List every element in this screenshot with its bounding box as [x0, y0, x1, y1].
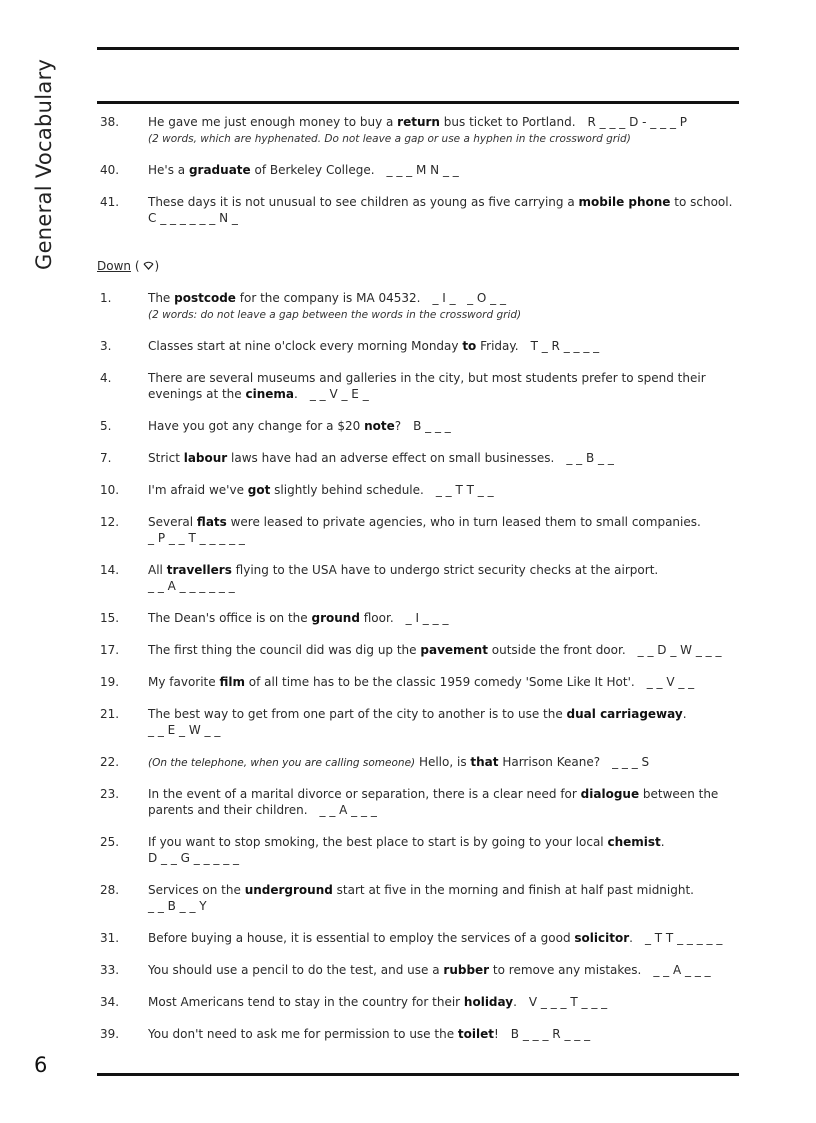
- header-rule: [97, 101, 739, 104]
- clue-d28: 28. Services on the underground start at five in the morning and finish at half past midnight. _ _ B _ _ Y: [100, 883, 694, 913]
- clue-d34: 34. Most Americans tend to stay in the country for their holiday. V _ _ _ T _ _ _: [100, 995, 608, 1009]
- key-word: travellers: [166, 563, 232, 577]
- clue-d15: 15. The Dean's office is on the ground floor. _ I _ _ _: [100, 611, 449, 625]
- key-word: cinema: [245, 387, 294, 401]
- answer-hint: B _ _ _ R _ _ _: [510, 1027, 591, 1041]
- key-word: chemist: [607, 835, 661, 849]
- key-word: return: [397, 115, 440, 129]
- answer-hint: _ _ A _ _ _: [319, 803, 377, 817]
- answer-hint: _ _ _ M N _ _: [386, 163, 459, 177]
- key-word: mobile phone: [578, 195, 671, 209]
- clue-d4: 4. There are several museums and galleries in the city, but most students prefer to spend their evenings at the cinema. _ _ V _ E _: [100, 371, 706, 401]
- down-heading: Down ( ): [97, 259, 160, 273]
- clue-d3: 3. Classes start at nine o'clock every morning Monday to Friday. T _ R _ _ _ _: [100, 339, 600, 353]
- key-word: ground: [311, 611, 360, 625]
- key-word: that: [470, 755, 499, 769]
- answer-hint: _ _ T T _ _: [435, 483, 494, 497]
- key-word: toilet: [457, 1027, 494, 1041]
- answer-hint: _ _ V _ E _: [309, 387, 369, 401]
- clue-d31: 31. Before buying a house, it is essential to employ the services of a good solicitor. _ T T _ _ _ _ _: [100, 931, 723, 945]
- clue-d25: 25. If you want to stop smoking, the best place to start is by going to your local chemist. D _ _ G _ _ _ _ _: [100, 835, 665, 865]
- clue-note: (2 words: do not leave a gap between the words in the crossword grid): [148, 309, 522, 321]
- answer-hint: _ _ A _ _ _: [653, 963, 711, 977]
- clue-d39: 39. You don't need to ask me for permission to use the toilet! B _ _ _ R _ _ _: [100, 1027, 591, 1041]
- clue-d21: 21. The best way to get from one part of the city to another is to use the dual carriageway. _ _ E _ W _ _: [100, 707, 687, 737]
- key-word: postcode: [174, 291, 236, 305]
- answer-hint: _ _ A _ _ _ _ _ _: [148, 579, 235, 593]
- answer-hint: T _ R _ _ _ _: [530, 339, 600, 353]
- key-word: dual carriageway: [566, 707, 683, 721]
- key-word: film: [219, 675, 245, 689]
- down-arrow-icon: [142, 260, 155, 272]
- key-word: flats: [196, 515, 227, 529]
- side-title: General Vocabulary: [32, 58, 56, 270]
- clue-40: 40. He's a graduate of Berkeley College. _ _ _ M N _ _: [100, 163, 459, 177]
- key-word: underground: [244, 883, 333, 897]
- answer-hint: V _ _ _ T _ _ _: [528, 995, 608, 1009]
- clue-d33: 33. You should use a pencil to do the test, and use a rubber to remove any mistakes. _ _ A _ _ _: [100, 963, 711, 977]
- clue-d1: 1. The postcode for the company is MA 04532. _ I _ _ O _ _ (2 words: do not leave a gap between the words in the crossword grid): [100, 291, 522, 321]
- key-word: got: [247, 483, 271, 497]
- clue-d10: 10. I'm afraid we've got slightly behind schedule. _ _ T T _ _: [100, 483, 494, 497]
- answer-hint: _ _ B _ _: [566, 451, 614, 465]
- clue-d23: 23. In the event of a marital divorce or separation, there is a clear need for dialogue between the parents and their children. _ _ A _ _ _: [100, 787, 719, 817]
- key-word: pavement: [420, 643, 488, 657]
- footer-rule: [97, 1073, 739, 1076]
- answer-hint: _ _ D _ W _ _ _: [637, 643, 722, 657]
- top-rule: [97, 47, 739, 50]
- answer-hint: _ P _ _ T _ _ _ _ _: [148, 531, 245, 545]
- clue-d5: 5. Have you got any change for a $20 note? B _ _ _: [100, 419, 451, 433]
- answer-hint: _ I _ _ _: [405, 611, 449, 625]
- answer-hint: _ _ E _ W _ _: [148, 723, 221, 737]
- clue-d7: 7. Strict labour laws have had an adverse effect on small businesses. _ _ B _ _: [100, 451, 614, 465]
- answer-hint: R _ _ _ D - _ _ _ P: [587, 115, 687, 129]
- answer-hint: D _ _ G _ _ _ _ _: [148, 851, 240, 865]
- key-word: note: [364, 419, 395, 433]
- key-word: graduate: [188, 163, 251, 177]
- key-word: holiday: [463, 995, 514, 1009]
- answer-hint: _ T T _ _ _ _ _: [644, 931, 723, 945]
- key-word: labour: [183, 451, 228, 465]
- key-word: rubber: [443, 963, 490, 977]
- clue-41: 41. These days it is not unusual to see children as young as five carrying a mobile phone to school. C _ _ _ _ _ _ N _: [100, 195, 733, 225]
- clue-note: (On the telephone, when you are calling someone): [148, 757, 416, 769]
- answer-hint: _ I _ _ O _ _: [432, 291, 506, 305]
- clue-d12: 12. Several flats were leased to private agencies, who in turn leased them to small companies. _ P _ _ T _ _ _ _ _: [100, 515, 701, 545]
- key-word: solicitor: [574, 931, 630, 945]
- key-word: dialogue: [580, 787, 640, 801]
- answer-hint: _ _ _ S: [612, 755, 650, 769]
- clue-d22: 22. (On the telephone, when you are calling someone) Hello, is that Harrison Keane? _ _ _ S: [100, 755, 650, 769]
- clue-d19: 19. My favorite film of all time has to be the classic 1959 comedy 'Some Like It Hot'. _ _ V _ _: [100, 675, 695, 689]
- answer-hint: _ _ B _ _ Y: [148, 899, 207, 913]
- clue-d14: 14. All travellers flying to the USA have to undergo strict security checks at the airport. _ _ A _ _ _ _ _ _: [100, 563, 659, 593]
- down-label: Down: [97, 259, 132, 273]
- key-word: to: [462, 339, 477, 353]
- answer-hint: C _ _ _ _ _ _ N _: [148, 211, 238, 225]
- clue-38: 38. He gave me just enough money to buy a return bus ticket to Portland. R _ _ _ D - _ _ _ P (2 words, which are hyphenated. Do not leave a gap or use a hyphen in the crossword grid): [100, 115, 687, 145]
- answer-hint: B _ _ _: [413, 419, 451, 433]
- answer-hint: _ _ V _ _: [646, 675, 695, 689]
- clue-note: (2 words, which are hyphenated. Do not leave a gap or use a hyphen in the crossword grid): [148, 133, 631, 145]
- page-number: 6: [34, 1053, 48, 1077]
- clue-d17: 17. The first thing the council did was dig up the pavement outside the front door. _ _ D _ W _ _ _: [100, 643, 722, 657]
